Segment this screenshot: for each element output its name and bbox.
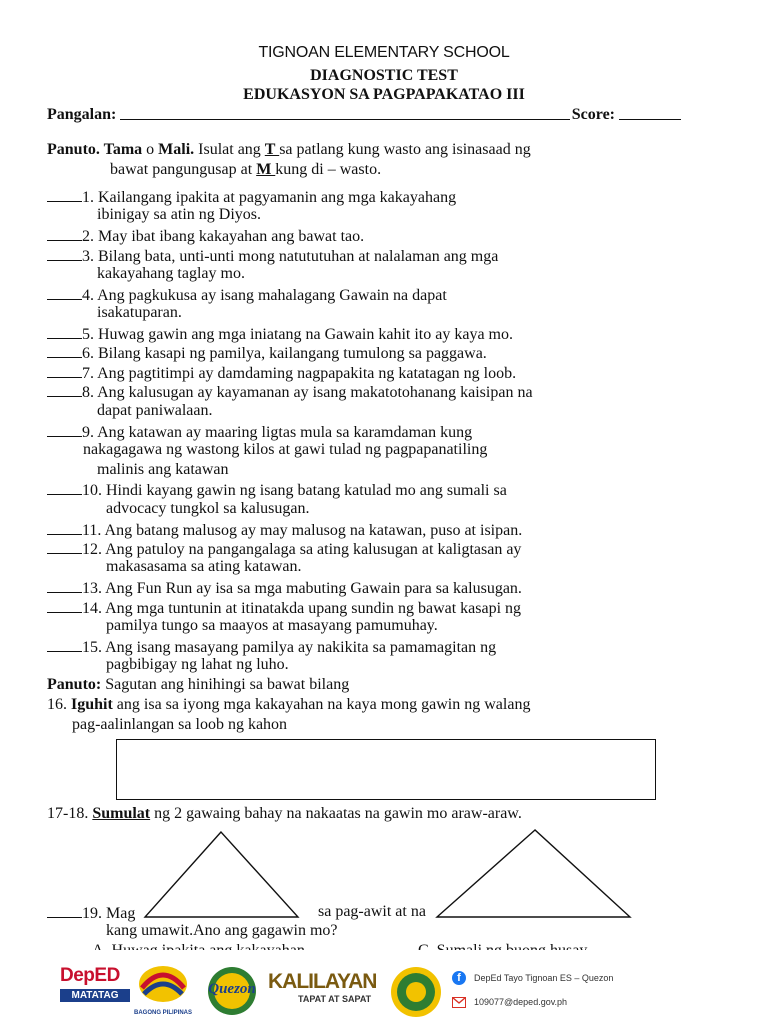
item-text: 2. May ibat ibang kakayahan ang bawat tao. <box>82 228 365 245</box>
item-8-cont: dapat paniwalaan. <box>97 402 213 419</box>
school-name: TIGNOAN ELEMENTARY SCHOOL <box>258 44 510 61</box>
directions-2-text: Sagutan ang hinihingi sa bawat bilang <box>101 676 350 693</box>
deped-wordmark: DepED <box>60 965 120 986</box>
quezon-wordmark: Quezon <box>208 981 256 997</box>
item-3-cont: kakayahang taglay mo. <box>97 265 245 282</box>
item-text: 10. Hindi kayang gawin ng isang batang katulad mo ang sumali sa <box>82 482 507 499</box>
item-text: 1. Kailangang ipakita at pagyamanin ang mga kakayahang <box>82 189 457 206</box>
deped-quezon-logo <box>196 965 268 1017</box>
q19-text-a: 19. Mag <box>82 905 136 922</box>
item-text: 11. Ang batang malusog ay may malusog na katawan, puso at isipan. <box>82 522 523 539</box>
q17-num: 17-18. <box>47 805 93 822</box>
kalilayan-tagline: TAPAT AT SAPAT <box>298 994 372 1004</box>
directions-text-a: Isulat ang <box>194 141 265 158</box>
kalilayan-wordmark: KALILAYAN <box>268 970 377 993</box>
score-label: Score: <box>571 106 615 123</box>
test-title: DIAGNOSTIC TEST <box>310 67 458 84</box>
facebook-icon: f <box>452 971 466 985</box>
question-19-part-b: sa pag-awit at na <box>318 903 426 920</box>
item-text: 9. Ang katawan ay maaring ligtas mula sa karamdaman kung <box>82 424 473 441</box>
bagong-pilipinas-logo <box>132 962 194 1020</box>
directions-or: o <box>142 141 159 158</box>
directions-2-label: Panuto: <box>47 676 102 693</box>
item-15-cont: pagbibigay ng lahat ng luho. <box>106 656 289 673</box>
item-4-cont: isakatuparan. <box>97 304 182 321</box>
q17-verb: Sumulat <box>92 805 151 822</box>
item-12-cont: makasasama sa ating katawan. <box>106 558 302 575</box>
q16-num: 16. <box>47 696 71 713</box>
kalilayan-logo <box>268 962 388 1020</box>
matatag-wordmark: MATATAG <box>60 989 130 1002</box>
directions-lead: Panuto. Tama <box>47 141 143 158</box>
triangle-left <box>145 832 298 917</box>
directions-mali: Mali. <box>158 141 195 158</box>
item-text: 8. Ang kalusugan ay kayamanan ay isang makatotohanang kaisipan na <box>82 384 533 401</box>
facebook-row[interactable] <box>452 966 622 990</box>
bagong-pilipinas-text: BAGONG PILIPINAS <box>133 1010 192 1016</box>
school-seal-logo <box>390 966 442 1018</box>
question-19-cont: kang umawit.Ano ang gagawin mo? <box>106 922 338 939</box>
triangle-right <box>437 830 630 917</box>
directions-text-b: sa patlang kung wasto ang isinasaad ng <box>279 141 531 158</box>
item-text: 6. Bilang kasapi ng pamilya, kailangang tumulong sa paggawa. <box>82 345 487 362</box>
email-row[interactable] <box>452 990 622 1014</box>
q17-text: ng 2 gawaing bahay na nakaatas na gawin mo araw-araw. <box>150 805 522 822</box>
item-9-cont: nakagagawa ng wastong kilos at gawi tulad ng pagpapanatiling <box>83 441 488 458</box>
q16-text: ang isa sa iyong mga kakayahan na kaya mong gawin ng walang <box>112 696 531 713</box>
item-text: 14. Ang mga tuntunin at itinatakda upang sundin ng bawat kasapi ng <box>82 600 522 617</box>
item-text: 7. Ang pagtitimpi ay damdaming nagpapakita ng katatagan ng loob. <box>82 365 517 382</box>
subject-title: EDUKASYON SA PAGPAPAKATAO III <box>243 86 525 103</box>
directions-line2-a: bawat pangungusap at <box>110 161 257 178</box>
email-address: 109077@deped.gov.ph <box>474 997 568 1007</box>
item-14-cont: pamilya tungo sa maayos at masayang pamumuhay. <box>106 617 438 634</box>
item-text: 12. Ang patuloy na pangangalaga sa ating kalusugan at kaligtasan ay <box>82 541 522 558</box>
directions-t: T <box>264 141 280 158</box>
facebook-page-name: DepEd Tayo Tignoan ES – Quezon <box>474 973 614 983</box>
item-text: 4. Ang pagkukusa ay isang mahalagang Gawain na dapat <box>82 287 447 304</box>
gmail-icon <box>452 997 466 1008</box>
question-16-cont: pag-aalinlangan sa loob ng kahon <box>72 716 288 733</box>
name-label: Pangalan: <box>47 106 117 123</box>
item-9-cont-2: malinis ang katawan <box>97 461 229 478</box>
item-1-cont: ibinigay sa atin ng Diyos. <box>97 206 261 223</box>
item-10-cont: advocacy tungkol sa kalusugan. <box>106 500 310 517</box>
item-text: 5. Huwag gawin ang mga iniatang na Gawain kahit ito ay kaya mo. <box>82 326 513 343</box>
item-text: 13. Ang Fun Run ay isa sa mga mabuting Gawain para sa kalusugan. <box>82 580 522 597</box>
item-text: 15. Ang isang masayang pamilya ay nakikita sa pamamagitan ng <box>82 639 497 656</box>
deped-matatag-logo <box>60 965 130 1017</box>
q16-verb: Iguhit <box>71 696 113 713</box>
directions-line2-b: kung di – wasto. <box>275 161 382 178</box>
directions-m: M <box>256 161 276 178</box>
item-text: 3. Bilang bata, unti-unti mong natututuhan at nalalaman ang mga <box>82 248 499 265</box>
contact-info <box>452 966 622 1018</box>
